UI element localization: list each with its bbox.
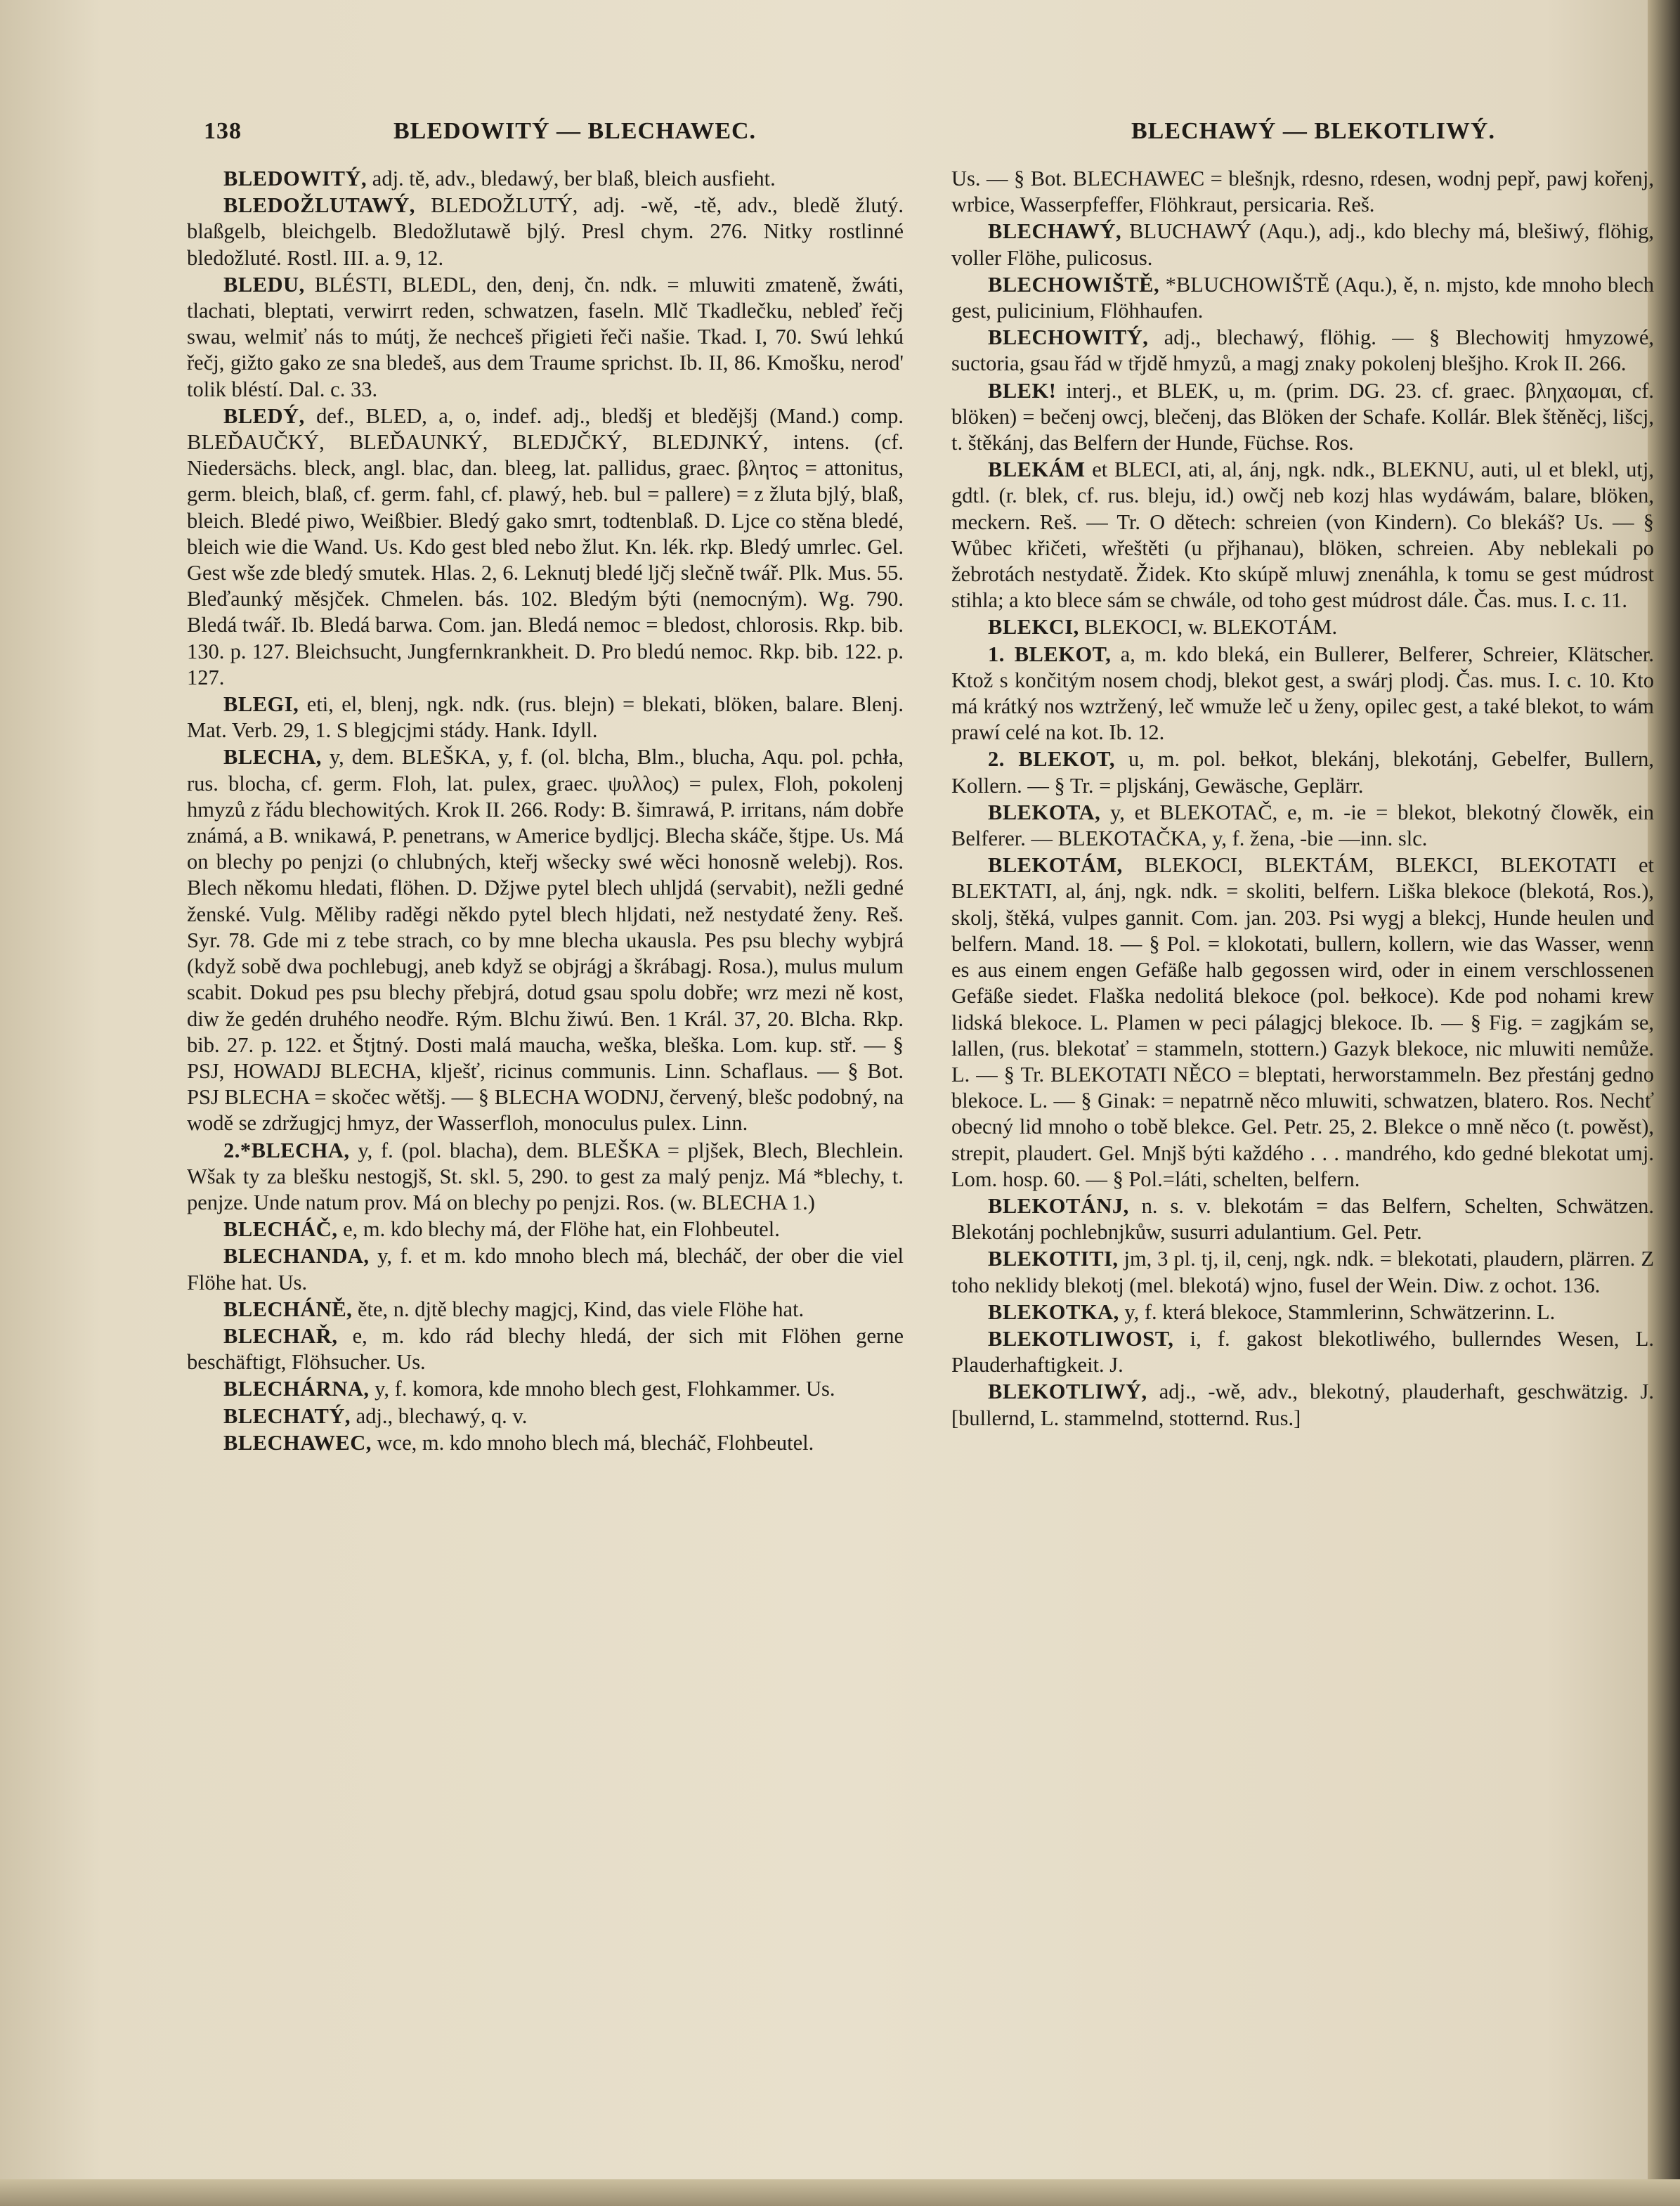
entry-headword: BLECHÁNĚ, <box>223 1297 353 1321</box>
running-head-right: BLECHAWÝ — BLEKOTLIWÝ. <box>1131 118 1495 144</box>
entry-headword: BLEKOTÁNJ, <box>988 1193 1129 1218</box>
entry-headword: BLEGI, <box>223 692 299 717</box>
dictionary-entry <box>187 1216 904 1243</box>
entry-text: adj., blechawý, flöhig. — § Blechowitj hmyzowé, suctoria, gsau řád w třjdě hmyzů, a magj znaky pokolenj blešjho. Krok II. 266. <box>951 325 1654 376</box>
dictionary-entry <box>187 403 904 691</box>
entry-text: wce, m. kdo mnoho blech má, blecháč, Flohbeutel. <box>377 1430 814 1455</box>
entry-headword: BLECHATÝ, <box>223 1403 351 1428</box>
entry-headword: BLEKOTITI, <box>988 1247 1119 1271</box>
entry-headword: BLECHÁČ, <box>223 1217 338 1242</box>
entry-headword: 2.*BLECHA, <box>223 1138 350 1162</box>
dictionary-entry <box>187 1323 904 1375</box>
entry-headword: BLECHOWIŠTĚ, <box>988 272 1160 297</box>
dictionary-entry <box>951 457 1654 614</box>
dictionary-entry <box>951 1379 1654 1431</box>
dictionary-entry <box>187 272 904 403</box>
entry-headword: BLEKOTKA, <box>988 1299 1119 1324</box>
entry-text: BLEKOCI, BLEKTÁM, BLEKCI, BLEKOTATI et BLEKTATI, al, ánj, ngk. ndk. = skoliti, belfern. Liška blekoce (blekotá, Ros.), skolj, štěká, vulpes gannit. Com. jan. 203. Psi wygj a blekcj, Hunde heulen und belfern. Mand. 18. — § Pol. = klokotati, bullern, kollern, wie das Wasser, wenn es aus einem engen Gefäße halb gegossen wird, oder in einem verschlossenen Gefäße siedet. Flaška nedolitá blekoce (pol. bełkoce). Kde pod nohami krew lidská blekoce. L. Plamen w peci pálagjcj blekoce. Ib. — § Fig. = zagjkám se, lallen, (rus. blekotať = stammeln, stottern.) Gazyk blekoce, nic mluwiti nemůže. L. — § Tr. BLEKOTATI NĚCO = bleptati, herworstammeln. Bez přestánj gedno blekoce. L. — § Ginak: = nepatrně něco mluwiti, schwatzen, blatero. Ros. Nechť obecný lid mnoho o tobě blekce. Gel. Petr. 25, 2. Blekce o mně něco (t. powěst), strepit, plaudert. Gel. Mnjš býti každého . . . mandrého, kdo gedné blekotat umj. Lom. hosp. 60. — § Pol.=láti, schelten, belfern. <box>951 853 1655 1191</box>
entry-headword: 2. BLEKOT, <box>988 747 1116 772</box>
entry-text: e, m. kdo rád blechy hledá, der sich mit Flöhen gerne beschäftigt, Flöhsucher. Us. <box>187 1323 904 1375</box>
dictionary-entry <box>187 1297 904 1323</box>
entry-text: y, f. která blekoce, Stammlerinn, Schwätzerinn. L. <box>1124 1299 1556 1324</box>
entry-headword: BLEKÁM <box>988 458 1086 482</box>
entry-text: et BLECI, ati, al, ánj, ngk. ndk., BLEKNU, auti, ul et blekl, utj, gdtl. (r. blek, cf. rus. bleju, id.) owčj neb kozj hlas wydáwám, balare, blöken, meckern. Reš. — Tr. O dětech: schreien (von Kindern). Co blekáš? Us. — § Wůbec křičeti, wřeštěti (u přjhanau), blöken, schreien. Aby neblekali po žebrotách nestydatě. Židek. Kto skúpě mluwj znenáhla, k tomu se gest múdrost stihla; a kto blece sám se chwále, od toho gest múdrost dále. Čas. mus. I. c. 11. <box>951 458 1654 613</box>
entry-headword: BLECHOWITÝ, <box>988 325 1149 350</box>
dictionary-entry <box>951 1246 1654 1298</box>
entry-text: adj., -wě, adv., blekotný, plauderhaft, geschwätzig. J. [bullernd, L. stammelnd, stotternd. Rus.] <box>951 1380 1654 1430</box>
page-bottom-edge <box>0 2179 1680 2206</box>
entry-text: n. s. v. blekotám = das Belfern, Schelten, Schwätzen. Blekotánj pochlebnjkůw, susurri adulantium. Gel. Petr. <box>951 1193 1654 1245</box>
entry-headword: BLECHAŘ, <box>223 1323 338 1348</box>
entry-text: BLEKOCI, w. BLEKOTÁM. <box>1084 615 1338 640</box>
page-number: 138 <box>204 118 242 144</box>
running-header <box>204 118 1511 160</box>
dictionary-entry <box>951 166 1654 218</box>
dictionary-entry <box>951 1326 1654 1378</box>
entry-text: interj., et BLEK, u, m. (prim. DG. 23. cf. graec. βληχαομαι, cf. blöken) = bečenj owcj, blečenj, das Blöken der Schafe. Kollár. Blek štěněcj, lišcj, t. štěkánj, das Belfern der Hunde, Füchse. Ros. <box>951 378 1655 455</box>
entry-headword: BLEKCI, <box>988 615 1079 640</box>
dictionary-entry <box>951 746 1654 798</box>
entry-headword: BLEDU, <box>223 272 305 297</box>
dictionary-entry <box>187 1403 904 1429</box>
dictionary-entry <box>187 1376 904 1402</box>
entry-headword: BLEKOTÁM, <box>988 853 1123 878</box>
entry-text: y, f. (pol. blacha), dem. BLEŠKA = pljšek, Blech, Blechlein. Wšak ty za blešku nestogjš, St. skl. 5, 290. to gest za malý penjz. Má *blechy, t. penjze. Unde natum prov. Má on blechy po penjzi. Ros. (w. BLECHA 1.) <box>187 1138 904 1214</box>
entry-text: u, m. pol. bełkot, blekánj, blekotánj, Gebelfer, Bullern, Kollern. — § Tr. = pljskánj, Gewäsche, Geplärr. <box>951 747 1654 798</box>
entry-headword: BLECHAWÝ, <box>988 219 1122 244</box>
dictionary-entry <box>951 614 1654 640</box>
entry-headword: BLECHANDA, <box>223 1244 370 1269</box>
dictionary-entry <box>187 692 904 744</box>
entry-headword: BLEKOTLIWOST, <box>988 1326 1174 1351</box>
entry-text: BLEDOŽLUTÝ, adj. -wě, -tě, adv., bledě žlutý. blaßgelb, bleichgelb. Bledožlutawě bjlý. Presl chym. 276. Nitky rostlinné bledožluté. Rostl. III. a. 9, 12. <box>187 193 904 270</box>
entry-text: *BLUCHOWIŠTĚ (Aqu.), ě, n. mjsto, kde mnoho blech gest, pulicinium, Flöhhaufen. <box>951 272 1655 323</box>
entry-text: jm, 3 pl. tj, il, cenj, ngk. ndk. = blekotati, plaudern, plärren. Z toho neklidy blekotj (mel. blekotá) wjno, fusel der Wein. Diw. z ochot. 136. <box>951 1247 1654 1297</box>
entry-headword: BLEDÝ, <box>223 403 305 428</box>
entry-headword: BLEKOTLIWÝ, <box>988 1380 1147 1404</box>
entry-text: y, dem. BLEŠKA, y, f. (ol. blcha, Blm., blucha, Aqu. pol. pchła, rus. blocha, cf. germ. Floh, lat. pulex, graec. ψυλλος) = pulex, Floh, pokolenj hmyzů z řádu blechowitých. Krok II. 266. Rody: B. šimrawá, P. irritans, nám dobře známá, a B. wnikawá, P. penetrans, w Americe bydljcj. Blecha skáče, štjpe. Us. Má on blechy po penjzi (o chlubných, kteřj wšecky swé wěci honosně welebj). Ros. Blech někomu hledati, flöhen. D. Džjwe pytel blech uhljdá (servabit), nežli gedné ženské. Vulg. Měliby raděgi někdo pytel blech hljdati, než nestydaté ženy. Reš. Syr. 78. Gde mi z tebe strach, co by mne blecha ukausla. Pes psu blechy wybjrá (když sobě dwa pochlebugj, aneb když se objrágj a škrábagj. Rosa.), mulus mulum scabit. Dokud pes psu blechy přebjrá, dotud gsau spolu dobře; wrz mezi ně kost, diw že gedén druhého neodře. Rým. Blchu žiwú. Ben. 1 Král. 37, 20. Blcha. Rkp. bib. 27. p. 122. et Štjtný. Dosti malá maucha, weška, bleška. Lom. kup. stř. — § PSJ, HOWADJ BLECHA, klješť, ricinus communis. Linn. Schaflaus. — § Bot. PSJ BLECHA = skočec wětšj. — § BLECHA WODNJ, červený, blešc podobný, na wodě se zdržugjcj hmyz, der Wasserfloh, monoculus pulex. Linn. <box>187 745 904 1136</box>
entry-text: BLUCHAWÝ (Aqu.), adj., kdo blechy má, blešiwý, flöhig, voller Flöhe, pulicosus. <box>951 219 1654 270</box>
dictionary-entry <box>951 272 1654 324</box>
dictionary-entry <box>951 642 1654 746</box>
entry-text: y, f. et m. kdo mnoho blech má, blecháč, der ober die viel Flöhe hat. Us. <box>187 1244 904 1295</box>
entry-headword: 1. BLEKOT, <box>988 642 1112 666</box>
entry-text: y, et BLEKOTAČ, e, m. -ie = blekot, blekotný člowěk, ein Belferer. — BLEKOTAČKA, y, f. žena, -bie —inn. slc. <box>951 800 1654 851</box>
dictionary-entry <box>951 219 1654 271</box>
entry-text: def., BLED, a, o, indef. adj., bledšj et bledějšj (Mand.) comp. BLEĎAUČKÝ, BLEĎAUNKÝ, BLEDJČKÝ, BLEDJNKÝ, intens. (cf. Niedersächs. bleck, angl. blac, dan. bleeg, lat. pallidus, graec. βλητος = attonitus, germ. bleich, blaß, cf. germ. fahl, cf. plawý, heb. bul = pallere) = z žluta bjlý, blaß, bleich. Bledé piwo, Weißbier. Bledý gako smrt, todtenblaß. D. Ljce co stěna bledé, bleich wie die Wand. Us. Kdo gest bled nebo žlut. Kn. lék. rkp. Bledý umrlec. Gel. Gest wše zde bledý smutek. Hlas. 2, 6. Leknutj bledé ljčj slečně twář. Plk. Mus. 55. Bleďaunký měsjček. Chmelen. bás. 102. Bledým býti (nemocným). Wg. 790. Bledá twář. Ib. Bledá barwa. Com. jan. Bledá nemoc = bledost, chlorosis. Rkp. bib. 130. p. 127. Bleichsucht, Jungfernkrankheit. D. Pro bledú nemoc. Rkp. bib. 122. p. 127. <box>187 403 904 689</box>
dictionary-entry <box>187 1430 904 1456</box>
dictionary-entry <box>951 852 1654 1193</box>
entry-headword: BLEDOŽLUTAWÝ, <box>223 193 415 218</box>
dictionary-entry <box>951 800 1654 852</box>
entry-text: Us. — § Bot. BLECHAWEC = blešnjk, rdesno, rdesen, wodnj pepř, pawj kořenj, wrbice, Wasserpfeffer, Flöhkraut, persicaria. Reš. <box>951 167 1654 217</box>
dictionary-entry <box>187 744 904 1136</box>
running-head-left: BLEDOWITÝ — BLECHAWEC. <box>393 118 757 144</box>
entry-text: a, m. kdo bleká, ein Bullerer, Belferer, Schreier, Klätscher. Ktož s končitým nosem chodj, blekot gest, a swárj plodj. Čas. mus. I. c. 10. Kto má krátký nos wztržený, leč wmuže leč u ženy, opilec gest, a také blekot, to wám prawí celé na kot. Ib. 12. <box>951 642 1654 745</box>
left-column <box>187 166 904 1457</box>
entry-text: i, f. gakost blekotliwého, bullerndes Wesen, L. Plauderhaftigkeit. J. <box>951 1326 1654 1377</box>
entry-headword: BLECHAWEC, <box>223 1430 372 1455</box>
dictionary-entry <box>951 1193 1654 1245</box>
dictionary-entry <box>951 1299 1654 1325</box>
entry-text: adj. tě, adv., bledawý, ber blaß, bleich ausfieht. <box>372 167 776 190</box>
dictionary-entry <box>951 378 1654 457</box>
entry-headword: BLEDOWITÝ, <box>223 167 367 190</box>
entry-headword: BLEK! <box>988 378 1057 403</box>
entry-headword: BLEKOTA, <box>988 800 1101 824</box>
entry-text: ěte, n. djtě blechy magjcj, Kind, das viele Flöhe hat. <box>357 1297 805 1321</box>
dictionary-entry <box>187 1138 904 1216</box>
entry-headword: BLECHA, <box>223 745 322 770</box>
entry-text: adj., blechawý, q. v. <box>356 1403 528 1428</box>
dictionary-entry <box>187 1243 904 1295</box>
dictionary-entry <box>187 166 904 192</box>
entry-headword: BLECHÁRNA, <box>223 1377 370 1401</box>
entry-text: y, f. komora, kde mnoho blech gest, Flohkammer. Us. <box>375 1377 835 1401</box>
dictionary-entry <box>187 193 904 271</box>
dictionary-entry <box>951 325 1654 377</box>
entry-text: eti, el, blenj, ngk. ndk. (rus. blejn) = blekati, blöken, balare. Blenj. Mat. Verb. 29, 1. S blegjcjmi stády. Hank. Idyll. <box>187 692 904 743</box>
entry-text: BLÉSTI, BLEDL, den, denj, čn. ndk. = mluwiti zmateně, žwáti, tlachati, bleptati, verwirrt reden, schwatzen, faseln. Mlč Tkadlečku, nebleď řečj swau, welmiť nás to mútj, že nechceš přigieti řeči našie. Tkad. I, 70. Swú lehkú řečj, gižto gako ze sna bledeš, aus dem Traume sprichst. Ib. II, 86. Kmošku, nerod' tolik bléstí. Dal. c. 33. <box>187 272 904 401</box>
right-column <box>951 166 1654 1432</box>
entry-text: e, m. kdo blechy má, der Flöhe hat, ein Flohbeutel. <box>343 1217 780 1242</box>
